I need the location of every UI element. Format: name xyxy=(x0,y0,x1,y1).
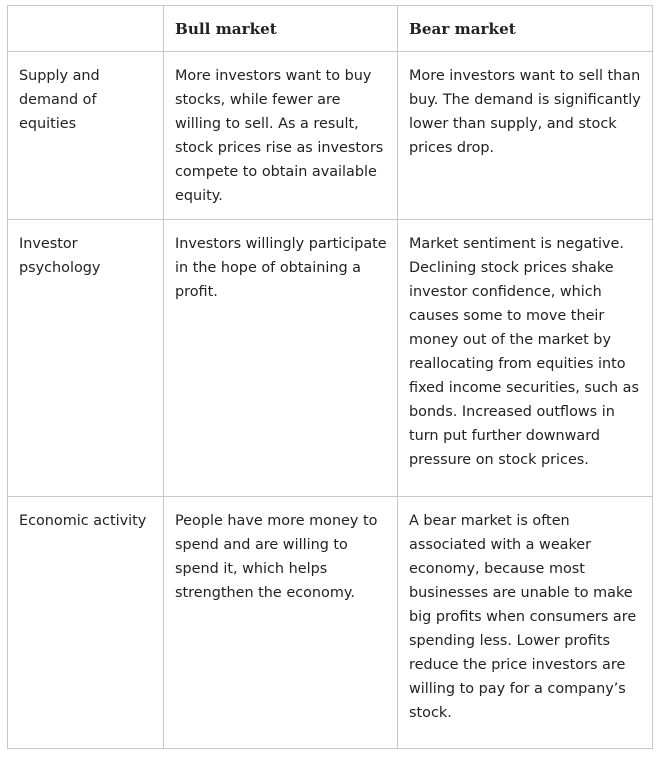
cell-bear-supply-demand: More investors want to sell than buy. The demand is significantly lower than supply, and stock prices drop. xyxy=(398,52,653,220)
cell-bull-investor-psychology: Investors willingly participate in the hope of obtaining a profit. xyxy=(164,220,398,497)
cell-bear-economic-activity: A bear market is often associated with a weaker economy, because most businesses are unable to make big profits when consumers are spending less. Lower profits reduce the price investors are willing to pay for a company’s stock. xyxy=(398,497,653,749)
table-row-investor-psychology xyxy=(8,220,653,497)
table-row-supply-demand xyxy=(8,52,653,220)
cell-bull-supply-demand: More investors want to buy stocks, while fewer are willing to sell. As a result, stock prices rise as investors compete to obtain available equity. xyxy=(164,52,398,220)
cell-bull-economic-activity: People have more money to spend and are willing to spend it, which helps strengthen the economy. xyxy=(164,497,398,749)
comparison-table xyxy=(7,5,653,749)
header-row xyxy=(8,6,653,52)
cell-bear-investor-psychology: Market sentiment is negative. Declining stock prices shake investor confidence, which causes some to move their money out of the market by reallocating from equities into fixed income securities, such as bonds. Increased outflows in turn put further downward pressure on stock prices. xyxy=(398,220,653,497)
header-bull-market: Bull market xyxy=(164,6,398,52)
row-label-economic-activity: Economic activity xyxy=(8,497,164,749)
table-row-economic-activity xyxy=(8,497,653,749)
row-label-investor-psychology: Investor psychology xyxy=(8,220,164,497)
header-corner-cell xyxy=(8,6,164,52)
header-bear-market: Bear market xyxy=(398,6,653,52)
row-label-supply-demand: Supply and demand of equities xyxy=(8,52,164,220)
